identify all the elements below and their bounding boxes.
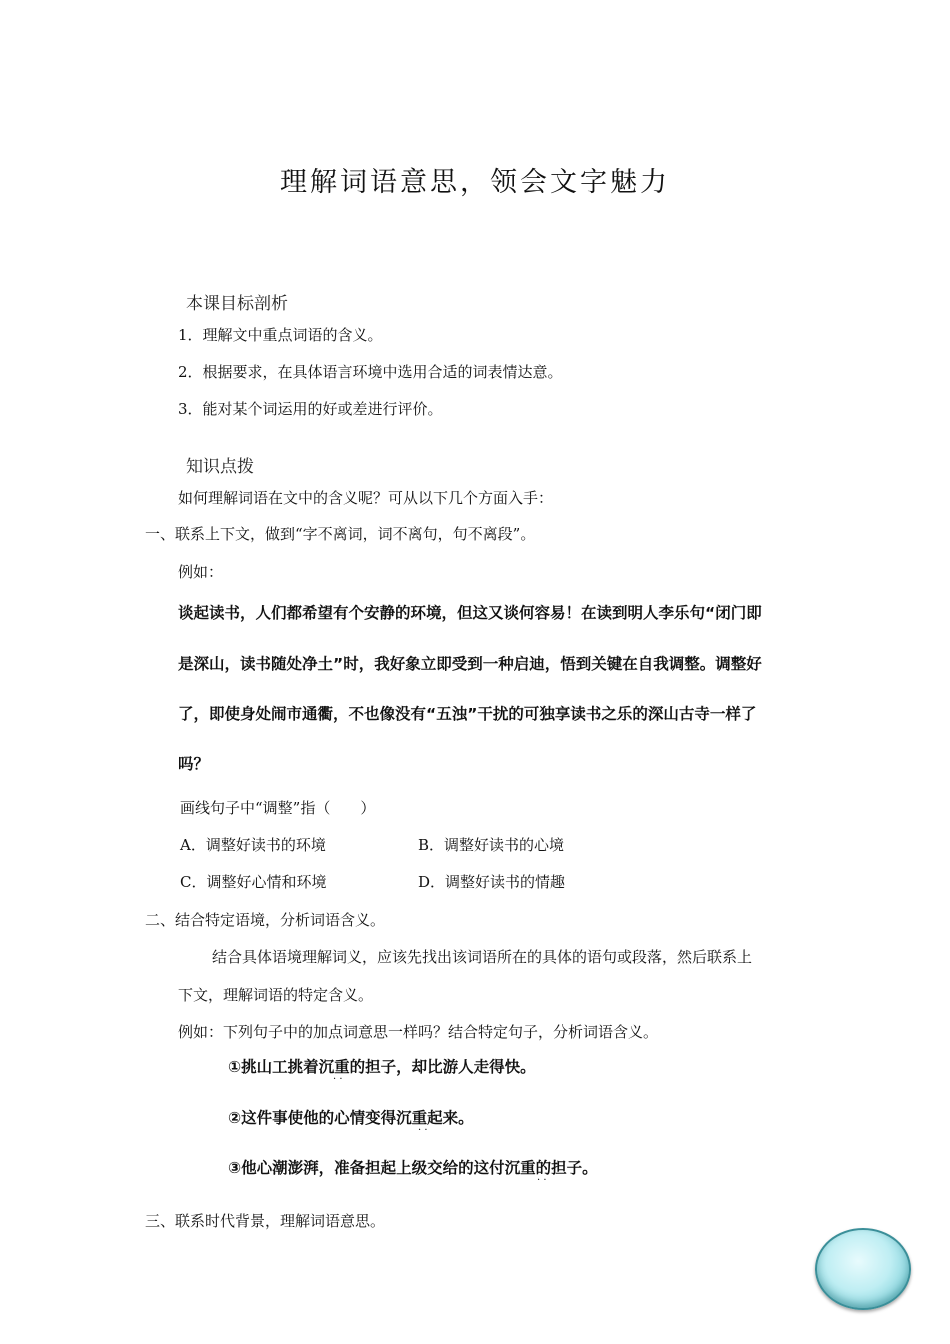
sentence-3: ③他心潮澎湃，准备担起上级交给的这付沉重的担子。	[228, 1159, 598, 1177]
question-text: 画线句子中“调整”指（ ）	[180, 799, 376, 817]
goal-item-3: 3．能对某个词运用的好或差进行评价。	[178, 400, 443, 418]
option-b: B．调整好读书的心境	[418, 836, 565, 854]
circle-nav-button[interactable]	[815, 1228, 911, 1310]
example-2-text: 例如：下列句子中的加点词意思一样吗？结合特定句子，分析词语含义。	[178, 1023, 659, 1041]
emphasis-dots-1: · ·	[333, 1074, 343, 1085]
passage-line-3: 了，即使身处闹市通衢，不也像没有“五浊”干扰的可独享读书之乐的深山古寺一样了	[178, 705, 757, 723]
option-c: C．调整好心情和环境	[180, 873, 327, 891]
point-2-text-line-2: 下文，理解词语的特定含义。	[178, 986, 374, 1004]
section-heading-goals: 本课目标剖析	[186, 294, 288, 314]
sentence-2: ②这件事使他的心情变得沉重起来。	[228, 1109, 474, 1127]
passage-line-1: 谈起读书，人们都希望有个安静的环境，但这又谈何容易！在读到明人李乐句“闭门即	[178, 604, 762, 622]
emphasis-dots-2: · ·	[418, 1125, 428, 1136]
goal-item-2: 2．根据要求，在具体语言环境中选用合适的词表情达意。	[178, 363, 563, 381]
example-label: 例如：	[178, 563, 224, 581]
page-title: 理解词语意思，领会文字魅力	[280, 167, 670, 198]
goal-item-1: 1．理解文中重点词语的含义。	[178, 326, 383, 344]
point-3-heading: 三、联系时代背景，理解词语意思。	[145, 1212, 386, 1230]
intro-text: 如何理解词语在文中的含义呢？可从以下几个方面入手：	[178, 489, 554, 507]
section-heading-knowledge: 知识点拨	[186, 457, 254, 477]
emphasis-dots-3: · ·	[537, 1175, 547, 1186]
sentence-1: ①挑山工挑着沉重的担子，却比游人走得快。	[228, 1058, 536, 1076]
point-2-text-line-1: 结合具体语境理解词义，应该先找出该词语所在的具体的语句或段落，然后联系上	[212, 948, 753, 966]
point-2-heading: 二、结合特定语境，分析词语含义。	[145, 911, 386, 929]
option-a: A．调整好读书的环境	[180, 836, 326, 854]
option-d: D．调整好读书的情趣	[418, 873, 566, 891]
point-1-heading: 一、联系上下文，做到“字不离词，词不离句，句不离段”。	[145, 525, 536, 543]
passage-line-4: 吗？	[178, 755, 210, 773]
passage-line-2: 是深山，读书随处净土”时，我好象立即受到一种启迪，悟到关键在自我调整。调整好	[178, 655, 762, 673]
